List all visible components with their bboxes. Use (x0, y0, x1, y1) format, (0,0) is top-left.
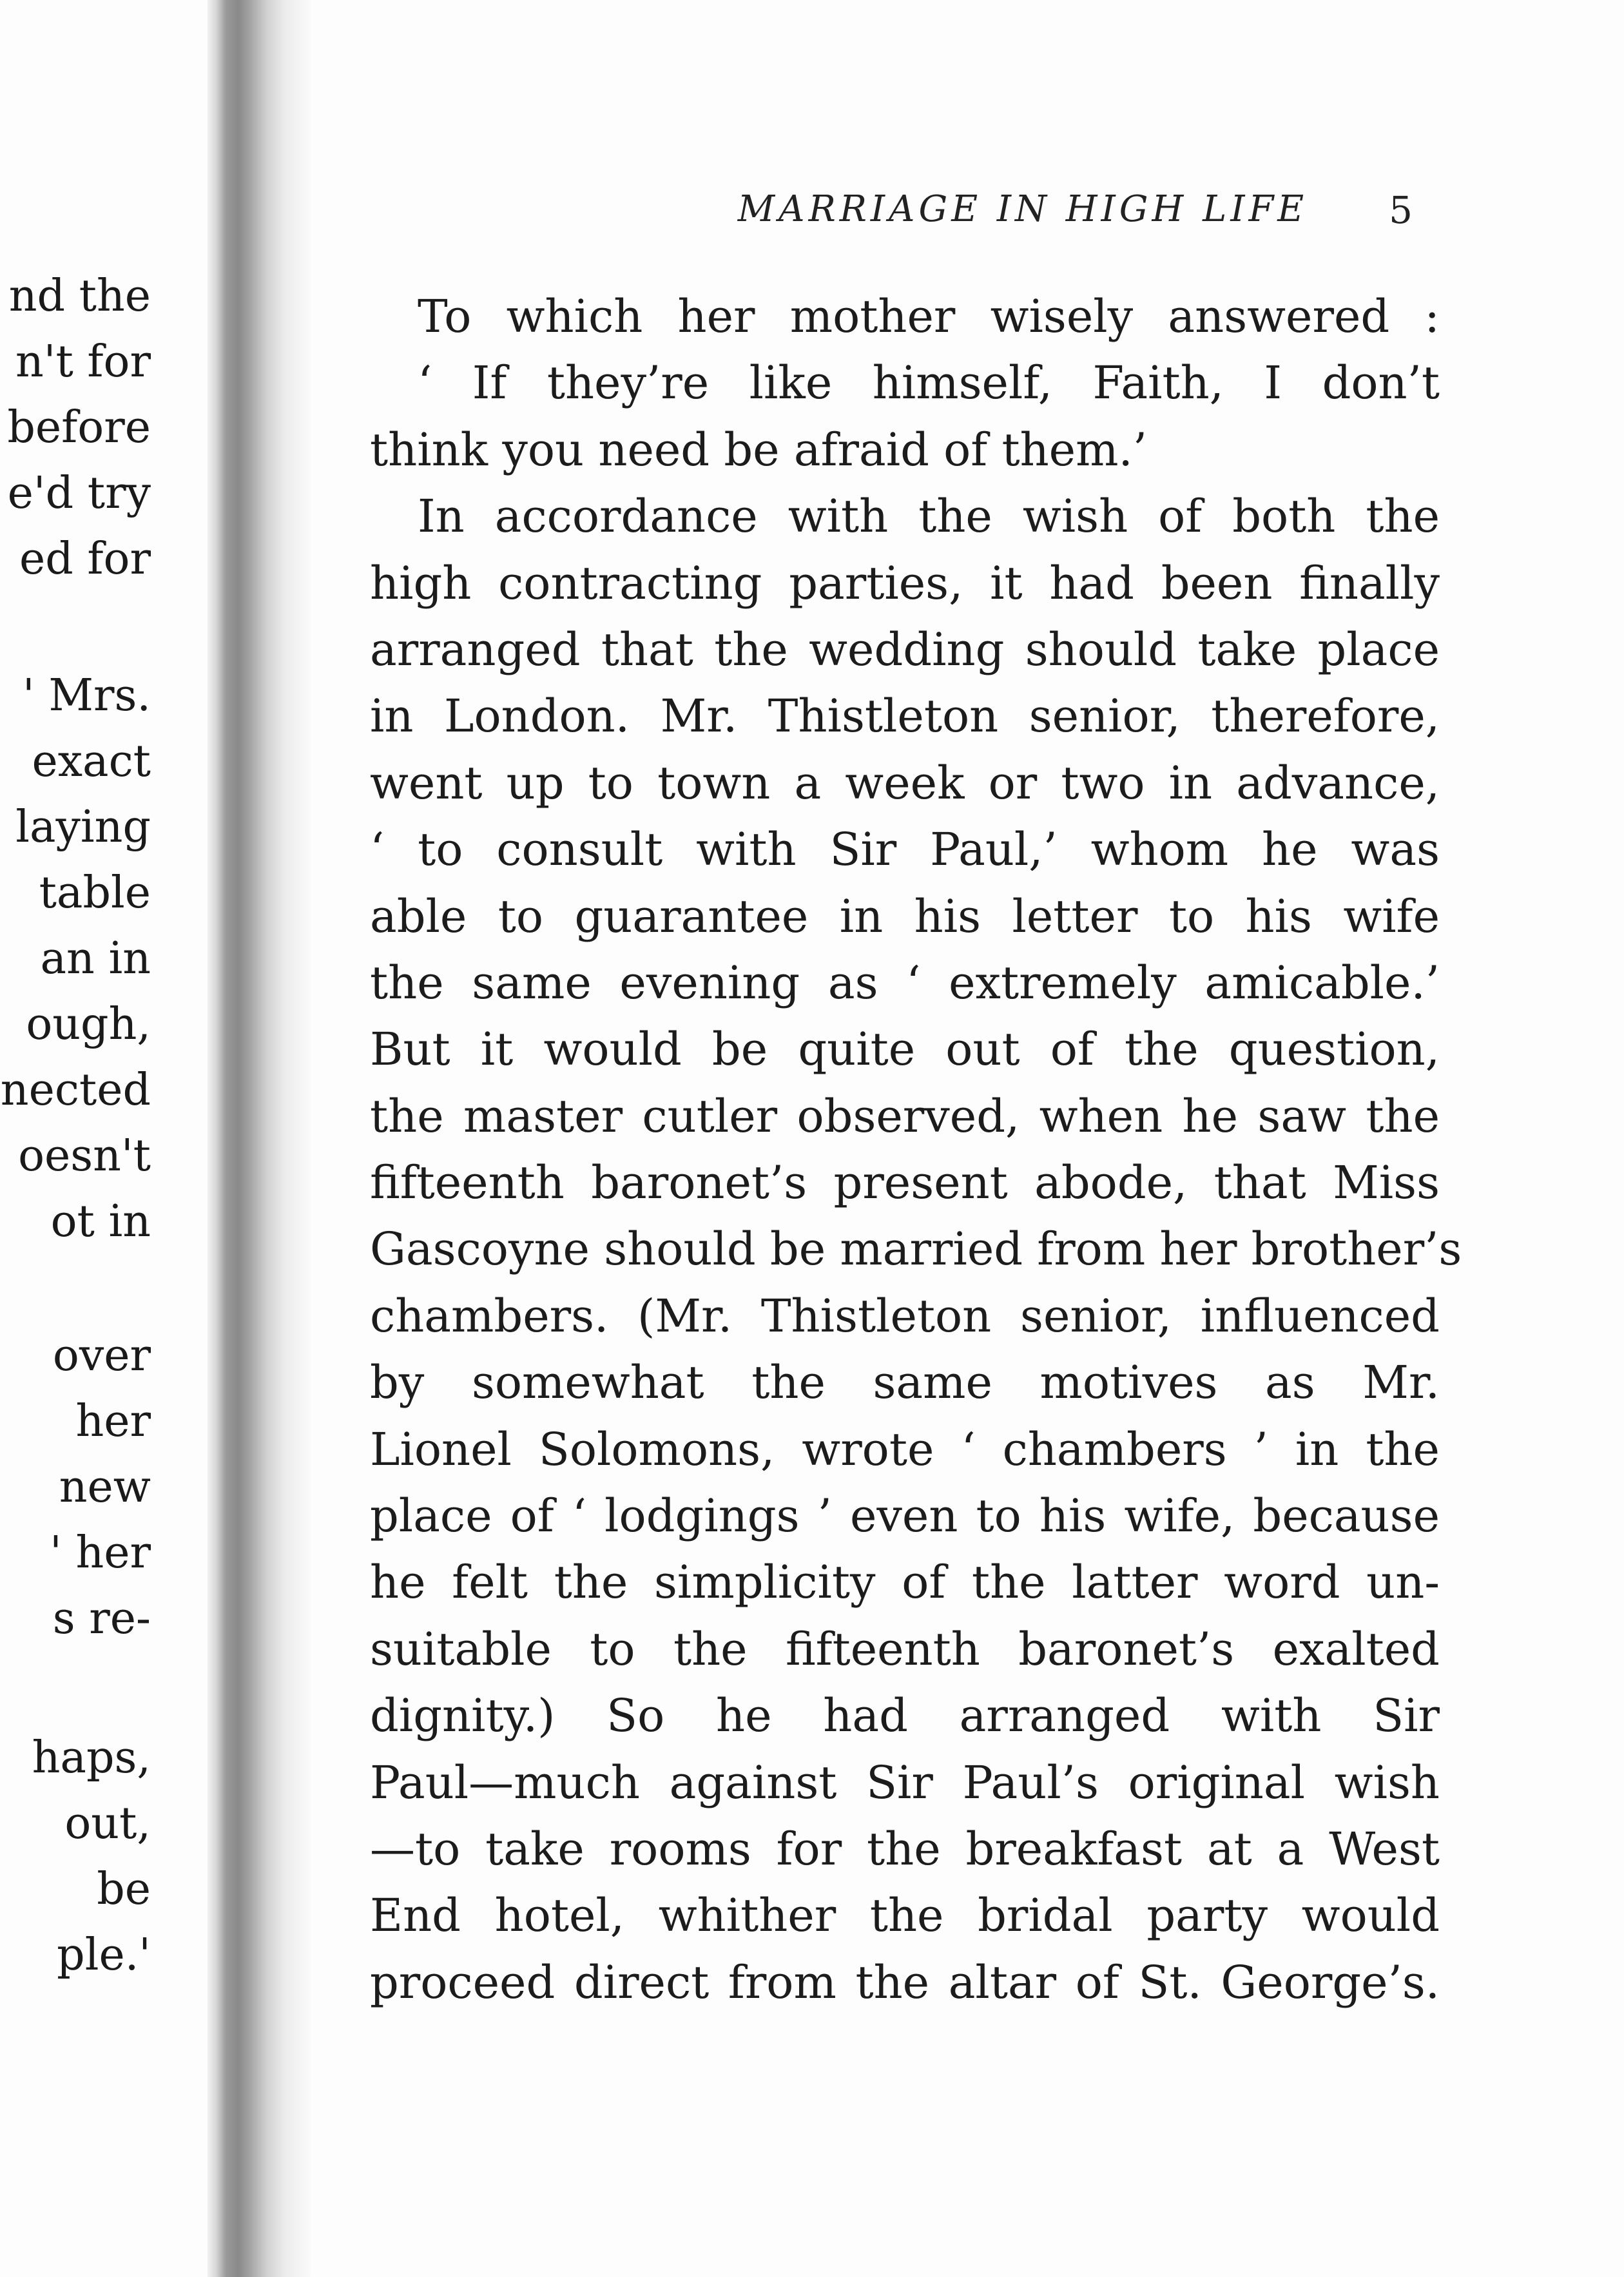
text-line: proceed direct from the altar of St. George’s. (370, 1955, 1440, 2009)
left-line: oesn't (18, 1130, 151, 1181)
left-line: ed for (19, 534, 151, 585)
book-gutter-shadow (208, 0, 311, 2277)
text-line: Paul—much against Sir Paul’s original wish (370, 1756, 1440, 1809)
text-line: dignity.) So he had arranged with Sir (370, 1689, 1440, 1743)
text-line: able to guarantee in his letter to his wife (370, 889, 1440, 943)
text-line: To which her mother wisely answered : (418, 290, 1440, 343)
left-line: over (52, 1330, 151, 1381)
text-line: arranged that the wedding should take place (370, 623, 1440, 676)
text-line: high contracting parties, it had been finally (370, 556, 1440, 610)
text-line: the master cutler observed, when he saw the (370, 1089, 1440, 1143)
text-line: In accordance with the wish of both the (418, 490, 1440, 543)
left-line: ' Mrs. (23, 670, 151, 721)
right-page (311, 0, 1624, 2277)
text-line: he felt the simplicity of the latter word un- (370, 1556, 1440, 1609)
left-line: exact (32, 736, 151, 787)
left-line: ' her (50, 1527, 151, 1578)
left-line: be (97, 1864, 151, 1915)
text-line: fifteenth baronet’s present abode, that Miss (370, 1156, 1440, 1210)
running-head: MARRIAGE IN HIGH LIFE (737, 188, 1308, 230)
left-line: ough, (26, 999, 151, 1050)
text-line: But it would be quite out of the question, (370, 1023, 1440, 1076)
left-line: s re- (52, 1593, 151, 1644)
left-line: new (59, 1462, 151, 1513)
body-text (370, 284, 1462, 2016)
text-line: place of ‘ lodgings ’ even to his wife, because (370, 1489, 1440, 1543)
page-number: 5 (1389, 188, 1413, 232)
left-page-fragment (0, 0, 219, 2277)
left-line: nected (0, 1065, 151, 1116)
left-line: ple.' (57, 1930, 151, 1981)
left-line: e'd try (7, 468, 151, 519)
left-line: n't for (15, 336, 151, 387)
text-line: by somewhat the same motives as Mr. (370, 1356, 1440, 1410)
left-line: her (75, 1396, 151, 1447)
text-line: think you need be afraid of them.’ (370, 423, 1147, 476)
left-line: an in (40, 933, 151, 984)
text-line: went up to town a week or two in advance, (370, 756, 1440, 809)
left-line: table (39, 867, 151, 918)
text-line: —to take rooms for the breakfast at a West (370, 1822, 1440, 1875)
text-line: Gascoyne should be married from her brother’s (370, 1223, 1462, 1276)
text-line: chambers. (Mr. Thistleton senior, influenced (370, 1289, 1440, 1342)
text-line: in London. Mr. Thistleton senior, therefore, (370, 690, 1440, 743)
left-line: haps, (32, 1732, 151, 1783)
left-line: ot in (50, 1196, 151, 1247)
left-line: nd the (8, 271, 151, 322)
text-line: ‘ If they’re like himself, Faith, I don’t (418, 356, 1440, 410)
left-line: before (7, 402, 151, 453)
left-line: out, (64, 1798, 151, 1849)
left-line: laying (15, 802, 151, 853)
text-line: Lionel Solomons, wrote ‘ chambers ’ in the (370, 1422, 1440, 1476)
text-line: suitable to the fifteenth baronet’s exalted (370, 1622, 1440, 1676)
text-line: ‘ to consult with Sir Paul,’ whom he was (370, 823, 1440, 877)
text-line: End hotel, whither the bridal party would (370, 1889, 1440, 1943)
text-line: the same evening as ‘ extremely amicable.’ (370, 956, 1440, 1009)
